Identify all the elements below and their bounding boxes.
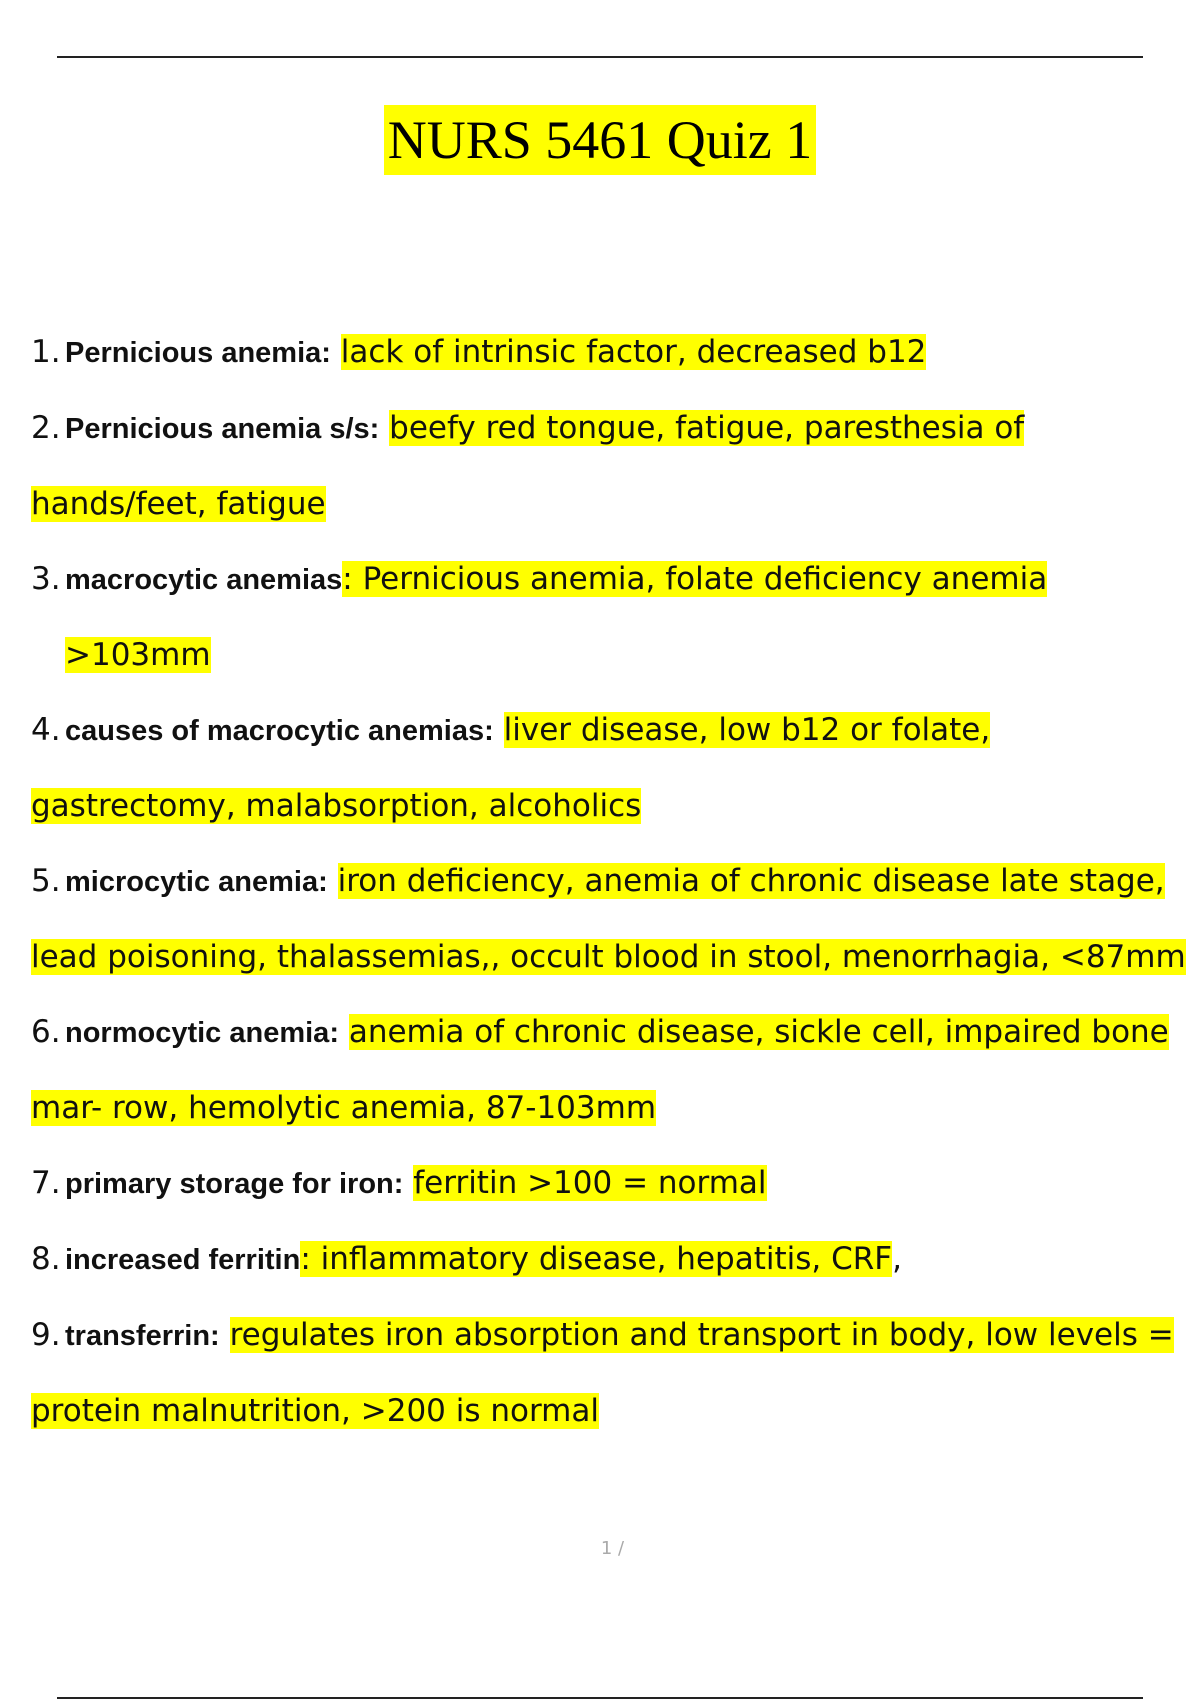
item-answer: beefy red tongue, fatigue, paresthesia of hands/feet, fatigue (31, 410, 1025, 522)
item-answer-continued: >103mm (65, 637, 211, 673)
item-number: 2. (31, 410, 61, 446)
qa-item-1 (31, 315, 1191, 391)
qa-item-6 (31, 995, 1191, 1146)
item-answer: regulates iron absorption and transport in body, low levels = protein malnutrition, >200 is normal (31, 1317, 1174, 1429)
qa-item-7 (31, 1146, 1191, 1222)
qa-item-4 (31, 693, 1191, 844)
item-number: 4. (31, 712, 61, 748)
item-number: 8. (31, 1241, 61, 1277)
top-rule (57, 56, 1143, 58)
document-title: NURS 5461 Quiz 1 (384, 105, 817, 175)
item-term: macrocytic anemias (65, 564, 343, 596)
qa-item-5 (31, 844, 1191, 995)
item-term: transferrin: (65, 1320, 220, 1352)
item-tail: , (892, 1241, 902, 1277)
item-term: causes of macrocytic anemias: (65, 715, 494, 747)
item-answer: anemia of chronic disease, sickle cell, impaired bone mar- row, hemolytic anemia, 87-103mm (31, 1014, 1169, 1126)
item-number: 1. (31, 334, 61, 370)
item-answer: liver disease, low b12 or folate, gastrectomy, malabsorption, alcoholics (31, 712, 991, 824)
item-answer: iron deficiency, anemia of chronic disease late stage, lead poisoning, thalassemias,, occult blood in stool, menorrhagia, <87mm (31, 863, 1186, 975)
item-term: primary storage for iron: (65, 1168, 404, 1200)
item-term: normocytic anemia: (65, 1017, 339, 1049)
qa-item-8 (31, 1222, 1191, 1298)
bottom-rule (57, 1697, 1143, 1699)
item-answer: lack of intrinsic factor, decreased b12 (340, 334, 927, 370)
qa-list (31, 315, 1191, 1449)
qa-item-2 (31, 391, 1191, 542)
item-term: microcytic anemia: (65, 866, 328, 898)
item-answer: ferritin >100 = normal (413, 1165, 767, 1201)
item-term: Pernicious anemia: (65, 337, 331, 369)
qa-item-3 (31, 542, 1191, 693)
item-number: 6. (31, 1014, 61, 1050)
item-answer: : Pernicious anemia, folate deficiency anemia (342, 561, 1048, 597)
qa-item-9 (31, 1298, 1191, 1449)
item-number: 9. (31, 1317, 61, 1353)
item-term: increased ferritin (65, 1244, 301, 1276)
item-number: 3. (31, 561, 61, 597)
item-number: 5. (31, 863, 61, 899)
item-term: Pernicious anemia s/s: (65, 413, 380, 445)
page-number: 1 / (600, 1538, 625, 1559)
item-answer: : inflammatory disease, hepatitis, CRF (300, 1241, 893, 1277)
item-number: 7. (31, 1165, 61, 1201)
title-wrap (0, 105, 1200, 175)
